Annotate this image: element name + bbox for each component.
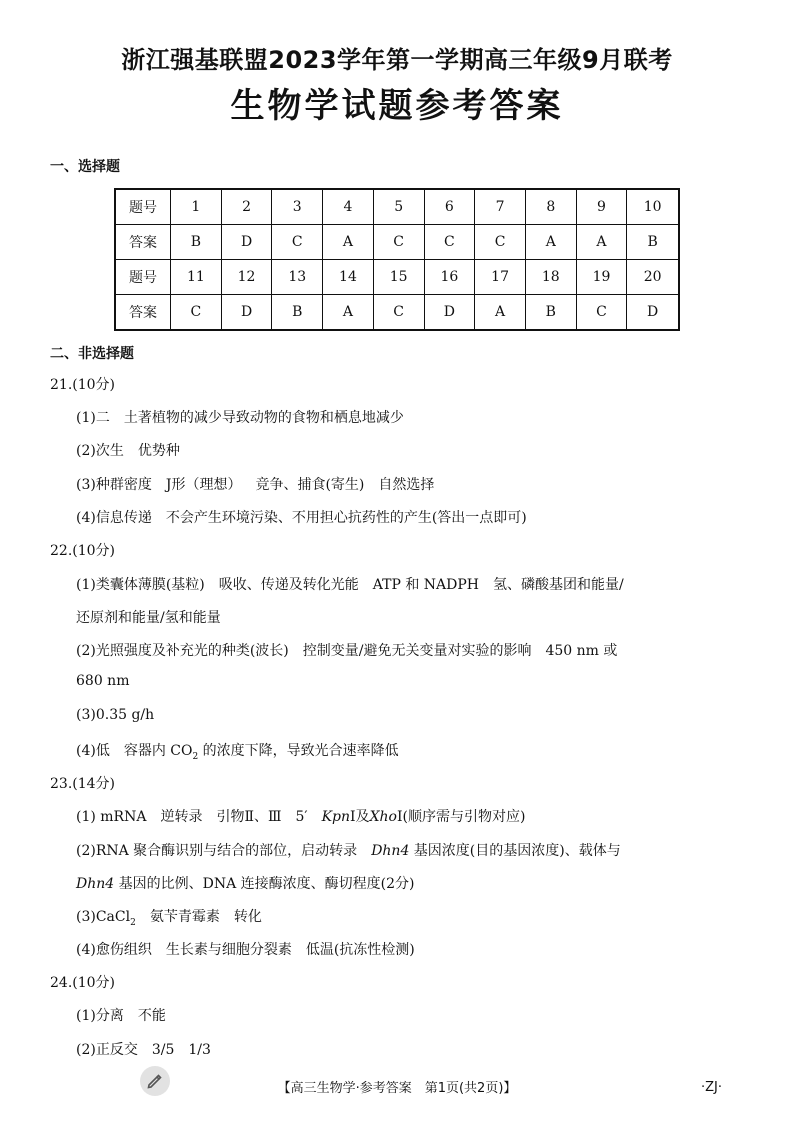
q22-answer-2: (2)光照强度及补充光的种类(波长) 控制变量/避免无关变量对实验的影响 450 nm 或 bbox=[76, 643, 618, 659]
table-cell: C bbox=[373, 295, 424, 331]
table-cell: B bbox=[627, 225, 679, 260]
row-label: 答案 bbox=[115, 225, 171, 260]
table-cell: B bbox=[525, 295, 576, 331]
q23-answer-3: (3)CaCl$_2$ 氨苄青霉素 转化 bbox=[76, 909, 262, 928]
q22-answer-4: (4)低 容器内 $CO_2$ 的浓度下降，导致光合速率降低 bbox=[76, 743, 399, 762]
table-cell: 8 bbox=[525, 189, 576, 225]
table-cell: C bbox=[475, 225, 526, 260]
table-cell: A bbox=[323, 225, 374, 260]
q23-answer-2-cont: Dhn4 基因的比例、DNA 连接酶浓度、酶切程度(2分) bbox=[76, 876, 415, 892]
table-cell: 9 bbox=[576, 189, 627, 225]
q23-answer-1: (1) mRNA 逆转录 引物Ⅱ、Ⅲ 5′ KpnⅠ及XhoⅠ(顺序需与引物对应) bbox=[76, 809, 526, 825]
row-label: 答案 bbox=[115, 295, 171, 331]
table-cell: C bbox=[576, 295, 627, 331]
table-cell: A bbox=[323, 295, 374, 331]
table-cell: 12 bbox=[221, 260, 272, 295]
q21-heading: 21.(10分) bbox=[50, 377, 116, 393]
footer-code: ·ZJ· bbox=[700, 1080, 722, 1095]
table-cell: A bbox=[525, 225, 576, 260]
q24-heading: 24.(10分) bbox=[50, 975, 116, 991]
table-cell: D bbox=[627, 295, 679, 331]
table-cell: 4 bbox=[323, 189, 374, 225]
table-cell: 17 bbox=[475, 260, 526, 295]
table-row-questions-2 bbox=[115, 260, 679, 295]
row-label: 题号 bbox=[115, 260, 171, 295]
row-label: 题号 bbox=[115, 189, 171, 225]
exam-title: 浙江强基联盟2023学年第一学期高三年级9月联考 bbox=[121, 46, 673, 74]
table-row-answers-1 bbox=[115, 225, 679, 260]
q22-answer-2-cont: 680 nm bbox=[76, 673, 130, 689]
table-cell: B bbox=[171, 225, 222, 260]
q23-answer-4: (4)愈伤组织 生长素与细胞分裂素 低温(抗冻性检测) bbox=[76, 942, 415, 958]
section-title-nonchoice: 二、非选择题 bbox=[50, 346, 134, 362]
q23-heading: 23.(14分) bbox=[50, 776, 116, 792]
q22-heading: 22.(10分) bbox=[50, 543, 116, 559]
table-cell: C bbox=[424, 225, 475, 260]
table-cell: B bbox=[272, 295, 323, 331]
table-cell: 2 bbox=[221, 189, 272, 225]
q24-answer-1: (1)分离 不能 bbox=[76, 1008, 166, 1024]
table-row-questions-1 bbox=[115, 189, 679, 225]
table-cell: 14 bbox=[323, 260, 374, 295]
table-cell: C bbox=[272, 225, 323, 260]
footer-page-info: 【高三生物学·参考答案 第1页(共2页)】 bbox=[277, 1081, 517, 1096]
table-cell: 13 bbox=[272, 260, 323, 295]
table-cell: A bbox=[576, 225, 627, 260]
answer-key-title: 生物学试题参考答案 bbox=[230, 86, 564, 126]
table-cell: 11 bbox=[171, 260, 222, 295]
q21-answer-3: (3)种群密度 J形（理想） 竞争、捕食(寄生) 自然选择 bbox=[76, 477, 435, 493]
table-cell: 15 bbox=[373, 260, 424, 295]
section-title-choice: 一、选择题 bbox=[50, 159, 120, 175]
table-cell: D bbox=[221, 225, 272, 260]
table-cell: 18 bbox=[525, 260, 576, 295]
q24-answer-2: (2)正反交 3/5 1/3 bbox=[76, 1042, 211, 1058]
table-cell: C bbox=[171, 295, 222, 331]
q21-answer-1: (1)二 土著植物的减少导致动物的食物和栖息地减少 bbox=[76, 410, 404, 426]
table-cell: A bbox=[475, 295, 526, 331]
table-cell: 20 bbox=[627, 260, 679, 295]
table-cell: D bbox=[221, 295, 272, 331]
table-cell: 1 bbox=[171, 189, 222, 225]
q22-answer-1-cont: 还原剂和能量/氢和能量 bbox=[76, 610, 221, 626]
table-cell: 10 bbox=[627, 189, 679, 225]
table-cell: 5 bbox=[373, 189, 424, 225]
q21-answer-4: (4)信息传递 不会产生环境污染、不用担心抗药性的产生(答出一点即可) bbox=[76, 510, 527, 526]
table-cell: 7 bbox=[475, 189, 526, 225]
q22-answer-3: (3)0.35 g/h bbox=[76, 707, 155, 723]
table-cell: C bbox=[373, 225, 424, 260]
table-cell: 6 bbox=[424, 189, 475, 225]
q23-answer-2: (2)RNA 聚合酶识别与结合的部位，启动转录 Dhn4 基因浓度(目的基因浓度)、载体与 bbox=[76, 843, 621, 859]
answer-table bbox=[114, 188, 680, 331]
q22-answer-1: (1)类囊体薄膜(基粒) 吸收、传递及转化光能 ATP 和 NADPH 氢、磷酸基团和能量/ bbox=[76, 577, 624, 593]
table-cell: 19 bbox=[576, 260, 627, 295]
table-cell: 3 bbox=[272, 189, 323, 225]
table-row-answers-2 bbox=[115, 295, 679, 331]
q21-answer-2: (2)次生 优势种 bbox=[76, 443, 180, 459]
table-cell: D bbox=[424, 295, 475, 331]
table-cell: 16 bbox=[424, 260, 475, 295]
